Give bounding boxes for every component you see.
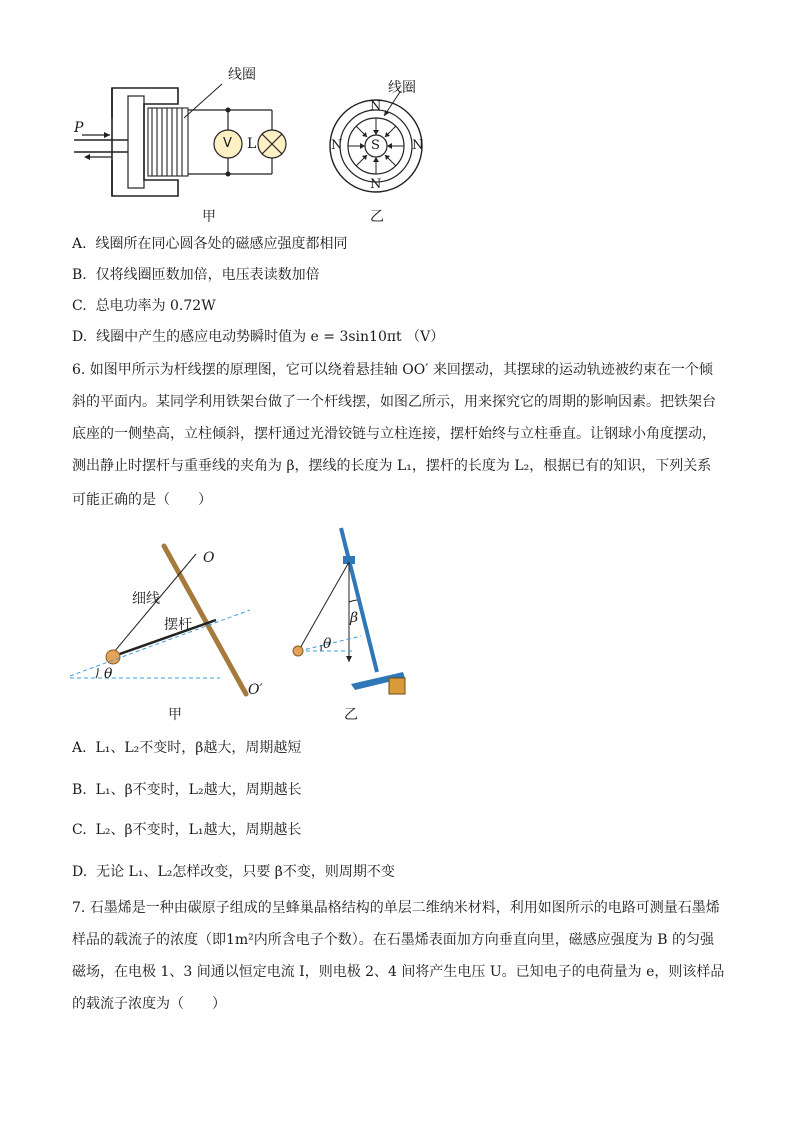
coil-label: 线圈 — [228, 67, 256, 83]
q5-option-c: C. 总电功率为 0.72W — [72, 298, 216, 314]
pole-n-top: N — [370, 99, 382, 114]
q6-option-b: B. L₁、β不变时，L₂越大，周期越长 — [72, 782, 302, 798]
q7-stem-line-3: 磁场，在电极 1、3 间通以恒定电流 I，则电极 2、4 间将产生电压 U。已知电子的电荷量为 e，则该样品 — [72, 964, 725, 980]
pole-n-bottom: N — [370, 177, 382, 192]
q7-stem-line-4: 的载流子浓度为（ ） — [72, 996, 226, 1012]
q6-stem-line-2: 斜的平面内。某同学利用铁架台做了一个杆线摆，如图乙所示，用来探究它的周期的影响因素。把铁架台 — [72, 394, 716, 410]
label-string: 细线 — [132, 591, 160, 607]
voltmeter-label: V — [223, 136, 232, 151]
force-label: P — [74, 120, 84, 136]
figure-caption-yi: 乙 — [370, 209, 384, 225]
q7-stem-line-2: 样品的载流子的浓度（即1m²内所含电子个数）。在石墨烯表面加方向垂直向里，磁感应强度为 B 的匀强 — [72, 932, 714, 948]
pole-n-right: N — [412, 138, 424, 153]
pole-s-center: S — [371, 138, 380, 153]
label-o-prime: O′ — [248, 682, 263, 698]
q7-stem-line-1: 7. 石墨烯是一种由碳原子组成的呈蜂巢晶格结构的单层二维纳米材料，利用如图所示的电路可测量石墨烯 — [72, 900, 720, 916]
figure-caption-jia-q6: 甲 — [168, 707, 182, 723]
q6-option-a: A. L₁、L₂不变时，β越大，周期越短 — [72, 740, 302, 756]
coil-label-yi: 线圈 — [388, 80, 416, 96]
q6-stem-line-1: 6. 如图甲所示为杆线摆的原理图，它可以绕着悬挂轴 OO′ 来回摆动，其摆球的运动轨迹被约束在一个倾 — [72, 362, 713, 378]
q6-option-d: D. 无论 L₁、L₂怎样改变，只要 β不变，则周期不变 — [72, 864, 395, 880]
pole-n-left: N — [331, 138, 343, 153]
q5-option-d: D. 线圈中产生的感应电动势瞬时值为 e = 3sin10πt （V） — [72, 329, 445, 345]
label-theta-jia: θ — [104, 666, 113, 682]
q6-stem-line-4: 测出静止时摆杆与重垂线的夹角为 β，摆线的长度为 L₁，摆杆的长度为 L₂，根据已有的知识，下列关系 — [72, 458, 712, 474]
q6-option-c: C. L₂、β不变时，L₁越大，周期越长 — [72, 822, 302, 838]
q5-option-a: A. 线圈所在同心圆各处的磁感应强度都相同 — [72, 236, 348, 252]
label-theta-yi: θ — [323, 636, 332, 652]
q6-stem-line-5: 可能正确的是（ ） — [72, 492, 212, 508]
figure-caption-yi-q6: 乙 — [344, 707, 358, 723]
label-rod: 摆杆 — [164, 617, 192, 633]
q6-stem-line-3: 底座的一侧垫高，立柱倾斜，摆杆通过光滑铰链与立柱连接，摆杆始终与立柱垂直。让钢球小角度摆动， — [72, 426, 716, 442]
q5-option-b: B. 仅将线圈匝数加倍，电压表读数加倍 — [72, 267, 320, 283]
lamp-label: L — [247, 136, 257, 152]
generator-figure-jia — [60, 60, 310, 230]
label-o: O — [203, 550, 215, 566]
label-beta: β — [350, 610, 359, 626]
figure-caption-jia: 甲 — [202, 209, 216, 225]
